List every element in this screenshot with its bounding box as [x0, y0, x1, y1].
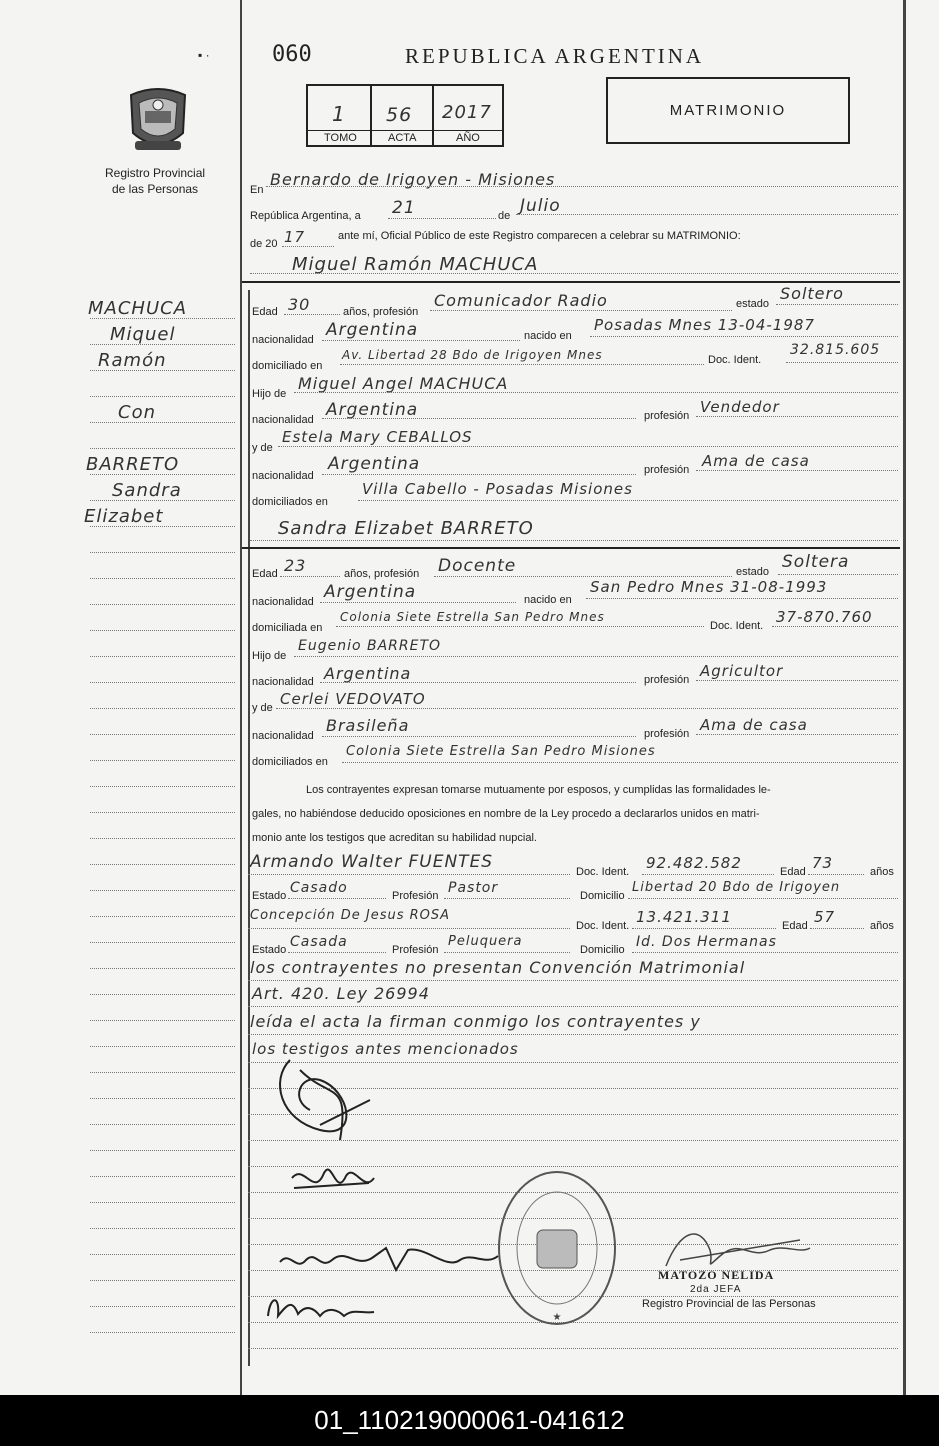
rule [772, 626, 898, 627]
rule [266, 186, 898, 187]
divider [308, 130, 502, 131]
witness-status: Casado [290, 880, 348, 896]
rule [444, 898, 570, 899]
acta-label: ACTA [388, 132, 417, 144]
rule [320, 682, 636, 683]
groom-parents-address: Villa Cabello - Posadas Misiones [362, 480, 633, 498]
margin-bride-3: Elizabet [84, 506, 164, 527]
rule [696, 734, 898, 735]
edad-label: Edad [252, 306, 278, 318]
rule [340, 364, 704, 365]
separator [242, 281, 900, 283]
bride-profession: Docente [438, 556, 517, 576]
rule [248, 928, 570, 929]
doc-ident-label: Doc. Ident. [708, 354, 762, 366]
coat-of-arms-icon [125, 85, 191, 157]
rule [430, 310, 732, 311]
nacionalidad-label: nacionalidad [252, 596, 314, 608]
bride-nationality: Argentina [324, 582, 417, 602]
bride-born: San Pedro Mnes 31-08-1993 [590, 578, 828, 596]
groom-nationality: Argentina [326, 320, 419, 340]
bride-doc: 37-870.760 [776, 608, 873, 626]
hijo-de-label: Hijo de [252, 650, 287, 662]
rule [516, 214, 898, 215]
rule [282, 246, 334, 247]
inner-border [248, 290, 250, 1366]
edad-label: Edad [252, 568, 278, 580]
groom-address: Av. Libertad 28 Bdo de Irigoyen Mnes [342, 348, 603, 362]
rule [444, 952, 570, 953]
groom-father: Miguel Angel MACHUCA [298, 374, 509, 393]
rule [248, 1034, 898, 1035]
rule [248, 1006, 898, 1007]
rule [810, 928, 864, 929]
bride-age: 23 [284, 556, 307, 575]
signature-witness-2 [262, 1286, 382, 1326]
rule [358, 500, 898, 501]
nacido-label: nacido en [524, 594, 572, 606]
rule [388, 218, 496, 219]
statement: ante mí, Oficial Público de este Registro comparecen a celebrar su MATRIMONIO: [338, 230, 741, 242]
profesion-label: Profesión [392, 944, 439, 956]
footer-bar [0, 1395, 939, 1446]
rule [434, 576, 732, 577]
estado-label: estado [736, 298, 770, 310]
doc-label: Doc. Ident. [576, 866, 630, 878]
profesion-label: profesión [644, 464, 690, 476]
groom-profession: Comunicador Radio [434, 291, 608, 310]
groom-age: 30 [288, 295, 311, 314]
hijo-de-label: Hijo de [252, 388, 287, 400]
separator [242, 547, 900, 549]
left-border [240, 0, 242, 1395]
seal-icon [495, 1168, 620, 1328]
y-de-label: y de [252, 442, 273, 454]
year-suffix: 17 [284, 228, 306, 246]
rule [808, 874, 864, 875]
rule [248, 980, 898, 981]
legal-line-1: Los contrayentes expresan tomarse mutuamente por esposos, y cumplidas las formalidades le- [306, 784, 771, 796]
rule [628, 898, 898, 899]
dot-mark: ▪ · [198, 48, 210, 62]
groom-status: Soltero [780, 284, 844, 303]
rule [642, 874, 774, 875]
groom-doc: 32.815.605 [790, 342, 881, 358]
bride-status: Soltera [782, 552, 850, 572]
divider [432, 86, 434, 146]
bride-mother-nat: Brasileña [326, 716, 410, 735]
rule [322, 474, 636, 475]
official-seal [495, 1168, 620, 1328]
nacionalidad-label: nacionalidad [252, 334, 314, 346]
tomo-value: 1 [332, 102, 346, 126]
margin-groom-1: MACHUCA [88, 298, 188, 319]
groom-born: Posadas Mnes 13-04-1987 [594, 316, 815, 334]
rule [288, 952, 386, 953]
logo-caption-2: de las Personas [112, 182, 199, 196]
nacionalidad-label: nacionalidad [252, 676, 314, 688]
place-value: Bernardo de Irigoyen - Misiones [270, 170, 556, 189]
bride-mother-prof: Ama de casa [700, 716, 808, 734]
official-title: 2da JEFA [690, 1284, 742, 1295]
signature-groom [260, 1040, 400, 1160]
rule [776, 304, 898, 305]
nacido-label: nacido en [524, 330, 572, 342]
doc-label: Doc. Ident. [576, 920, 630, 932]
rule [288, 898, 386, 899]
edad-label: Edad [782, 920, 808, 932]
svg-text:★: ★ [552, 1312, 562, 1323]
margin-bride-2: Sandra [112, 480, 182, 501]
rule [696, 470, 898, 471]
domiciliados-label: domiciliados en [252, 496, 328, 508]
nacionalidad-label: nacionalidad [252, 470, 314, 482]
bride-parents-address: Colonia Siete Estrella San Pedro Misiones [346, 744, 656, 759]
rule [250, 540, 898, 541]
margin-con: Con [118, 402, 156, 423]
note-line-4: los testigos antes mencionados [252, 1040, 519, 1058]
en-label: En [250, 184, 264, 196]
bride-father: Eugenio BARRETO [298, 638, 442, 654]
rule [294, 392, 898, 393]
legal-line-2: gales, no habiéndose deducido oposiciones en nombre de la Ley procedo a declararlos unidos en matri- [252, 808, 760, 820]
note-line-2: Art. 420. Ley 26994 [252, 984, 430, 1003]
edad-label: Edad [780, 866, 806, 878]
rule [590, 336, 898, 337]
bride-name-header: Sandra Elizabet BARRETO [278, 518, 534, 539]
bride-father-prof: Agricultor [700, 662, 784, 680]
rule [696, 680, 898, 681]
rule [778, 574, 898, 575]
rule [342, 762, 898, 763]
rule [276, 708, 898, 709]
margin-groom-3: Ramón [98, 350, 167, 371]
estado-label: Estado [252, 890, 287, 902]
witness-profession: Pastor [448, 880, 499, 896]
day-value: 21 [392, 198, 416, 218]
witness-age: 73 [812, 854, 834, 872]
official-org: Registro Provincial de las Personas [642, 1298, 816, 1310]
rule [250, 273, 898, 274]
rule [786, 362, 898, 363]
groom-mother-nat: Argentina [328, 454, 421, 474]
rule [322, 340, 520, 341]
margin-groom-2: Miquel [110, 324, 176, 345]
rule [632, 952, 898, 953]
de-label: de [498, 210, 511, 222]
note-line-3: leída el acta la firman conmigo los contrayentes y [250, 1012, 701, 1031]
witness-doc: 13.421.311 [636, 908, 732, 926]
bride-father-nat: Argentina [324, 664, 412, 683]
domicilio-label: Domicilio [580, 944, 625, 956]
matrimonio-label: MATRIMONIO [669, 102, 787, 119]
nacionalidad-label: nacionalidad [252, 414, 314, 426]
doc-ident-label: Doc. Ident. [710, 620, 764, 632]
rule [632, 928, 776, 929]
anios-profesion-label: años, profesión [343, 306, 419, 318]
rule [280, 576, 340, 577]
rule [322, 736, 636, 737]
anios-label: años [870, 866, 894, 878]
rule [586, 598, 898, 599]
domiciliados-label: domiciliados en [252, 756, 328, 768]
groom-father-prof: Vendedor [700, 398, 780, 416]
witness-address: Id. Dos Hermanas [636, 934, 777, 950]
matrimonio-box [606, 77, 850, 144]
legal-line-3: monio ante los testigos que acreditan su habilidad nupcial. [252, 832, 537, 844]
anio-label: AÑO [456, 132, 480, 144]
logo-caption-1: Registro Provincial [105, 166, 206, 180]
bride-mother: Cerlei VEDOVATO [280, 690, 426, 708]
anios-profesion-label: años, profesión [344, 568, 420, 580]
rule [284, 314, 340, 315]
estado-label: estado [736, 566, 770, 578]
month-value: Julio [520, 196, 561, 216]
rule [336, 626, 704, 627]
anio-value: 2017 [442, 102, 492, 123]
profesion-label: profesión [644, 674, 690, 686]
nacionalidad-label: nacionalidad [252, 730, 314, 742]
signature-bride [284, 1158, 384, 1208]
groom-mother-prof: Ama de casa [702, 452, 810, 470]
witness-doc: 92.482.582 [646, 854, 742, 872]
witness-name: Concepción De Jesus ROSA [250, 908, 451, 923]
profesion-label: Profesión [392, 890, 439, 902]
domiciliado-label: domiciliado en [252, 360, 323, 372]
official-name: MATOZO NELIDA [658, 1268, 775, 1282]
rule [248, 874, 570, 875]
witness-name: Armando Walter FUENTES [250, 852, 494, 872]
republic-label: República Argentina, a [250, 210, 361, 222]
estado-label: Estado [252, 944, 287, 956]
provincial-logo [125, 85, 191, 157]
page-number: 060 [272, 42, 312, 67]
signature-witness-1 [276, 1240, 506, 1280]
witness-age: 57 [814, 908, 836, 926]
margin-bride-1: BARRETO [86, 454, 180, 475]
rule [320, 602, 516, 603]
witness-profession: Peluquera [448, 934, 523, 949]
anios-label: años [870, 920, 894, 932]
profesion-label: profesión [644, 728, 690, 740]
rule [322, 418, 636, 419]
domicilio-label: Domicilio [580, 890, 625, 902]
profesion-label: profesión [644, 410, 690, 422]
year-prefix: de 20 [250, 238, 278, 250]
registry-box [306, 84, 504, 147]
y-de-label: y de [252, 702, 273, 714]
note-line-1: los contrayentes no presentan Convención Matrimonial [250, 958, 746, 977]
divider [370, 86, 372, 146]
right-border [903, 0, 906, 1395]
country-title: REPUBLICA ARGENTINA [405, 44, 705, 68]
rule [696, 416, 898, 417]
groom-mother: Estela Mary CEBALLOS [282, 428, 473, 446]
witness-status: Casada [290, 934, 348, 950]
rule [278, 446, 898, 447]
domiciliada-label: domiciliada en [252, 622, 323, 634]
tomo-label: TOMO [324, 132, 357, 144]
groom-father-nat: Argentina [326, 400, 419, 420]
witness-address: Libertad 20 Bdo de Irigoyen [632, 880, 841, 895]
footer-code: 01_110219000061-041612 [314, 1405, 625, 1435]
acta-value: 56 [386, 104, 413, 126]
bride-address: Colonia Siete Estrella San Pedro Mnes [340, 610, 605, 624]
groom-name-header: Miguel Ramón MACHUCA [292, 254, 539, 275]
rule [294, 656, 898, 657]
